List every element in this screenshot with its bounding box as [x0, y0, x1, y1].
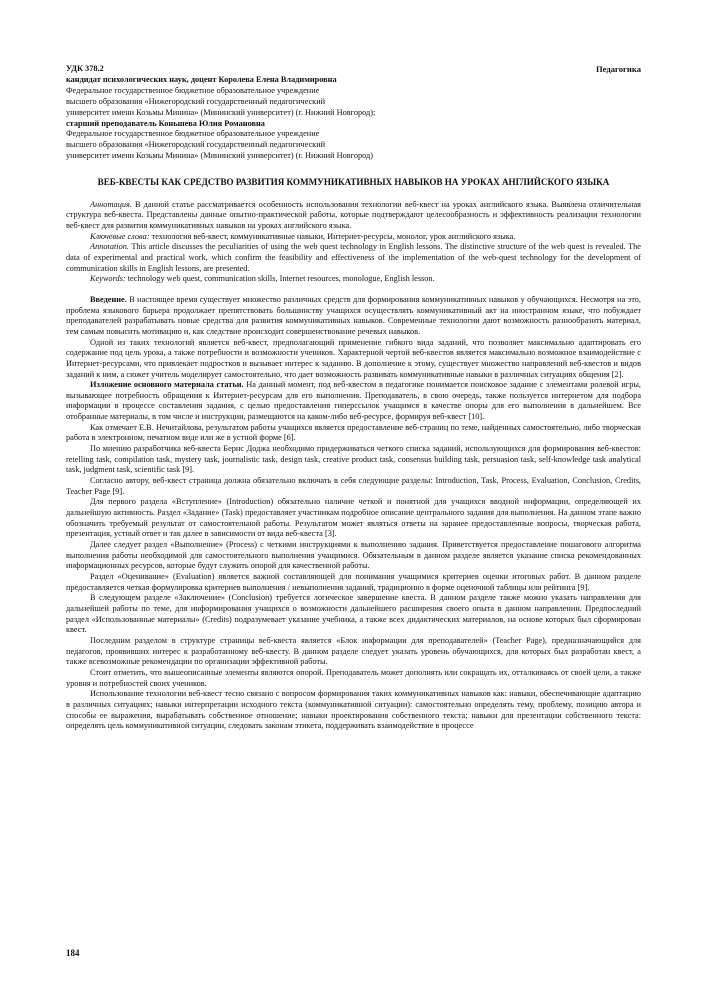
keywords-ru-text: технология веб-квест, коммуникативные навыки, Интернет-ресурсы, монолог, урок английского языка.	[149, 231, 516, 241]
author-1-affiliation-line: Федеральное государственное бюджетное образовательное учреждение	[66, 85, 320, 95]
abstract-en-text: This article discusses the peculiarities of using the web quest technology in English lessons. The distinctive structure of the web quest is revealed. The data of experimental and practical work, which confirm the feasibility and effectiveness of the implementation of the web-quest technology for the development of communication skills in English lessons, are presented.	[66, 242, 641, 273]
abstract-block	[66, 200, 641, 285]
keywords-en-label: Keywords:	[90, 274, 126, 284]
paragraph-text: В настоящее время существует множество различных средств для формирования коммуникативных навыков у обучающихся. Несмотря на это, проблема языкового барьера продолжает препятствовать большинству учащихся осуществлять коммуникативный акт на иностранном языке, что побуждает преподавателей разрабатывать новые средства для развития коммуникативных навыков. Современные технологии дают возможность разнообразить материал, тем самым повысить мотивацию и, как следствие происходит совершенствование речевых навыков.	[66, 294, 641, 336]
author-1-affiliation-line: университет имени Козьмы Минина» (Мининский университет) (г. Нижний Новгород);	[66, 107, 376, 117]
paragraph-text: В следующем разделе «Заключение» (Conclusion) требуется логическое завершение квеста. В данном разделе также можно указать направления для дальнейшей работы по теме, для информирования учащихся о возможности дальнейшего расширения своего опыта в данном направлении. Предпоследний раздел «Использованные материалы» (Credits) подразумевает указание учебника, а также всех дидактических материалов, на основе которых был сформирован квест.	[66, 593, 641, 635]
abstract-ru	[66, 200, 641, 232]
keywords-ru-label: Ключевые слова:	[90, 231, 150, 241]
article-title: ВЕБ-КВЕСТЫ КАК СРЕДСТВО РАЗВИТИЯ КОММУНИКАТИВНЫХ НАВЫКОВ НА УРОКАХ АНГЛИЙСКОГО ЯЗЫКА	[97, 177, 610, 188]
body-paragraph	[66, 444, 641, 476]
article-meta	[66, 64, 641, 162]
body-paragraph	[66, 540, 641, 572]
paragraph-text: Как отмечает Е.В. Нечитайлова, результатом работы учащихся является предоставление веб-страниц по теме, найденных самостоятельно, либо творческая работа в электронном, печатном виде или же в устной форме [6].	[66, 422, 641, 443]
body-paragraph	[66, 572, 641, 593]
author-1-name: кандидат психологических наук, доцент Королева Елена Владимировна	[66, 74, 337, 84]
paragraph-text: На данный момент, под веб-квестом в педагогике понимается поисковое задание с элементами ролевой игры, вызывающее потребность обращения к Интернет-ресурсам для его выполнения. Преподаватель, в свою очередь, также пользуется интернетом для подбора информации в процессе составления задания, с целью предоставления гиперссылок учащимся в качестве опоры для его выполнения в дальнейшем. Все отобранные материалы, в том числе и инструкции, размещаются на каком-либо веб-ресурсе, формируя веб-квест [10].	[66, 380, 641, 422]
page-number: 184	[66, 948, 80, 958]
paragraph-text: Использование технологии веб-квест тесно связано с вопросом формирования таких коммуникативных навыков как: навыки, обеспечивающие адаптацию в различных ситуациях; навыки интерпретации исходного текста (коммуникативной ситуации): самостоятельно определять тему, проблему, позицию автора и способы ее выражения, вырабатывать собственное отношение; навыки проектирования собственного текста; навыки для презентации собственного текста: определять цель коммуникативной ситуации, следовать законам этикета, поддерживать взаимодействие в процессе	[66, 689, 641, 731]
body-paragraph	[66, 668, 641, 689]
keywords-en	[66, 274, 641, 285]
author-2-affiliation-line: высшего образования «Нижегородский государственный педагогический	[66, 140, 326, 150]
paragraph-text: По мнению разработчика веб-квеста Бернс Доджа необходимо придерживаться четкого списка заданий, использующихся для формирования веб-квестов: retelling task, compilation task, mystery task, journalistic task, design task, creative product task, consensus building task, persuasion task, self-knowledge task analytical task, judgment task, scientific task [9].	[66, 444, 641, 475]
journal-section-label: Педагогика	[596, 64, 641, 74]
paragraph-lead: Изложение основного материала статьи.	[90, 380, 244, 390]
paragraph-text: Далее следует раздел «Выполнение» (Process) с четкими инструкциями к выполнению задания. Приветствуется предоставление пошагового алгоритма выполнения работы необходимой для самостоятельного выполнения учащимися. Обязательным в данном разделе является указание списка рекомендованных информационных ресурсов, которые будут служить опорой для качественной работы.	[66, 540, 641, 571]
body-paragraph	[66, 593, 641, 636]
abstract-ru-label: Аннотация.	[90, 199, 132, 209]
author-2-name: старший преподаватель Коньшева Юлия Романовна	[66, 118, 265, 128]
body-paragraph	[66, 636, 641, 668]
paragraph-lead: Введение.	[90, 294, 127, 304]
body-paragraph	[66, 423, 641, 444]
body-paragraph	[66, 338, 641, 381]
author-2-affiliation-line: Федеральное государственное бюджетное образовательное учреждение	[66, 129, 320, 139]
author-1-affiliation-line: высшего образования «Нижегородский государственный педагогический	[66, 96, 326, 106]
body-paragraph	[66, 380, 641, 423]
author-2-affiliation-line: университет имени Козьмы Минина» (Мининский университет) (г. Нижний Новгород)	[66, 151, 374, 161]
body-paragraph	[66, 476, 641, 497]
keywords-en-text: technology web quest, communication skills, Internet resources, monologue, English lesson.	[125, 274, 435, 284]
body-paragraph	[66, 295, 641, 338]
paragraph-text: Последним разделом в структуре страницы веб-квеста является «Блок информации для преподавателей» (Teacher Page), предназначающийся для педагогов, проявивших интерес к разработанному веб-квесту. В данном разделе следует указать уровень обучающихся, для которых был разработан квест, а также всевозможные рекомендации по организации эффективной работы.	[66, 635, 641, 667]
body-paragraph	[66, 497, 641, 540]
abstract-ru-text: В данной статье рассматривается особенность использования технологии веб-квест на уроках английского языка. Выявлена отличительная структура веб-квеста. Представлены данные опытно-практической работы, которые подтверждают целесообразность и эффективность реализации технологии веб-квест для развития коммуникативных навыков на уроках английского языка.	[66, 199, 641, 230]
udk-code: УДК 378.2	[66, 64, 104, 73]
paragraph-text: Раздел «Оценивание» (Evaluation) является важной составляющей для понимания учащимися критериев оценки итоговых работ. В данном разделе предоставляется четкая формулировка критериев выполнения / невыполнения заданий, традиционно в форме оценочной таблицы или рейтинга [9].	[66, 571, 641, 592]
abstract-en-label: Annotation.	[90, 242, 129, 252]
paragraph-text: Для первого раздела «Вступление» (Introduction) обязательно наличие четкой и понятной для учащихся вводной информации, определяющей их дальнейшую активность. Раздел «Задание» (Task) предоставляет участникам подробное описание центрального задания для выполнения. На данном этапе важно обозначить требуемый результат от самостоятельной работы. Результатом может являться ответы на заранее предоставленные вопросы, творческая работа, презентация, устный ответ и так далее в зависимости от вида веб-квеста [3].	[66, 497, 641, 539]
abstract-en	[66, 242, 641, 274]
keywords-ru	[66, 232, 641, 243]
article-page	[66, 64, 641, 732]
article-body	[66, 295, 641, 732]
paragraph-text: Стоит отметить, что вышеописанные элементы являются опорой. Преподаватель может дополнять или сокращать их, отталкиваясь от своей цели, а также уровня и потребностей своих учеников.	[66, 667, 641, 688]
paragraph-text: Согласно автору, веб-квест страница должна обязательно включать в себя следующие разделы: Introduction, Task, Process, Evaluation, Conclusion, Credits, Teacher Page [9].	[66, 476, 641, 496]
body-paragraph	[66, 689, 641, 732]
paragraph-text: Одной из таких технологий является веб-квест, предполагающий применение гибкого вида заданий, что позволяет максимально адаптировать его содержание под цель урока, а также потребности и возможности учеников. Характерной чертой веб-квестов является максимально возможное взаимодействие с Интернет-ресурсами, что привлекает подростков и вызывает интерес к заданию. В дополнение к этому, существует множество направлений веб-квестов и видов заданий к ним, а сюжет учитель моделирует самостоятельно, что дает возможность развивать коммуникативные навыки в различных ситуациях общения [2].	[66, 337, 641, 379]
